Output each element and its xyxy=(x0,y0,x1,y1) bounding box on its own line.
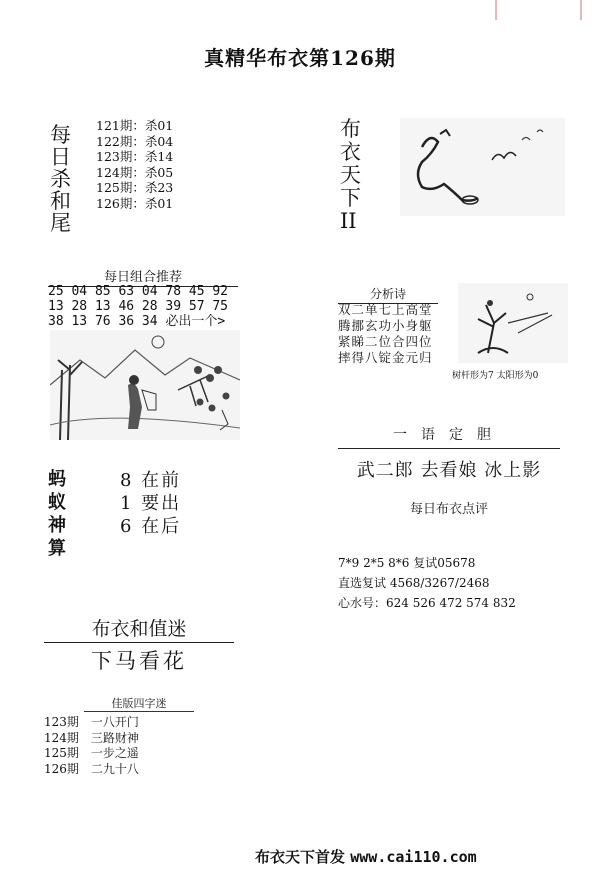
page-title: 真精华布衣第126期 xyxy=(204,46,396,70)
list-item: 126期：杀01 xyxy=(96,195,174,211)
prediction-row: 1 要出 xyxy=(120,493,182,514)
footer-url[interactable]: www.cai110.com xyxy=(350,848,477,866)
title-char: 每 xyxy=(50,123,71,147)
ant-predictions xyxy=(120,469,181,538)
yiyu-title: 一语定胆 xyxy=(393,427,505,443)
footer xyxy=(255,846,477,867)
list-item: 126期 二九十八 xyxy=(44,761,139,776)
title-char: 布 xyxy=(340,117,361,141)
poem-title: 分析诗 xyxy=(338,285,438,304)
combo-row: 25 04 85 63 04 78 45 92 xyxy=(48,284,229,299)
list-item: 122期：杀04 xyxy=(96,133,174,149)
list-item: 124期：杀05 xyxy=(96,164,174,180)
ant-title xyxy=(48,468,70,560)
poem-line: 紧睇二位合四位 xyxy=(338,334,433,349)
list-item: 124期 三路财神 xyxy=(44,730,139,745)
tianxia-title xyxy=(340,118,366,233)
top-red-line xyxy=(580,0,582,20)
list-item: 121期：杀01 xyxy=(96,118,174,133)
top-red-line xyxy=(495,0,497,20)
four-char-riddle-list xyxy=(44,715,139,777)
title-char: 神 xyxy=(48,515,66,536)
kill-tail-title xyxy=(50,124,76,234)
title-char: 算 xyxy=(48,538,66,559)
divider xyxy=(84,711,194,712)
list-item: 125期：杀23 xyxy=(96,180,174,195)
buyi-riddle-title: 布衣和值迷 xyxy=(44,614,234,643)
prediction-row: 8 在前 xyxy=(120,470,182,491)
yiyu-phrase: 武二郎 去看娘 冰上影 xyxy=(356,460,542,481)
title-char: 下 xyxy=(340,186,361,210)
poem-line: 摔得八锭金元归 xyxy=(338,350,433,365)
kill-tail-list xyxy=(96,118,173,211)
title-char: 和 xyxy=(50,189,71,213)
title-char: II xyxy=(340,209,357,233)
poem-line: 腾挪玄功小身躯 xyxy=(338,318,433,333)
title-char: 蚂 xyxy=(48,469,66,490)
poem-note: 树杆形为7 太阳形为0 xyxy=(452,371,539,381)
list-item: 123期：杀14 xyxy=(96,149,174,164)
buyi-riddle-answer: 下马看花 xyxy=(91,649,187,673)
divider xyxy=(338,448,560,449)
poem-lines xyxy=(338,302,433,366)
review-line: 7*9 2*5 8*6 复试05678 xyxy=(338,556,476,570)
review-lines xyxy=(338,553,516,613)
combo-row: 13 28 13 46 28 39 57 75 xyxy=(48,299,229,314)
bird-sketch-illustration xyxy=(392,112,572,222)
footer-brand: 布衣天下首发 xyxy=(255,848,346,866)
review-line: 直选复试 4568/3267/2468 xyxy=(338,576,490,590)
title-char: 杀 xyxy=(50,167,71,191)
title-char: 尾 xyxy=(50,211,71,235)
review-line: 心水号：624 526 472 574 832 xyxy=(338,596,516,610)
title-char: 蚁 xyxy=(48,492,66,513)
list-item: 123期 一八开门 xyxy=(44,715,139,729)
combo-title: 每日组合推荐 xyxy=(48,266,238,287)
combo-numbers xyxy=(48,284,248,329)
tree-sun-illustration xyxy=(458,283,568,363)
poem-line: 双二单七上高堂 xyxy=(338,302,433,317)
four-char-riddle-title: 佳版四字迷 xyxy=(111,697,167,710)
review-title: 每日布衣点评 xyxy=(409,502,488,517)
combo-row: 38 13 76 36 34 必出一个> xyxy=(48,314,226,329)
list-item: 125期 一步之遥 xyxy=(44,746,139,760)
title-char: 日 xyxy=(50,145,71,169)
prediction-row: 6 在后 xyxy=(120,516,182,537)
title-char: 衣 xyxy=(340,140,361,164)
woodcutter-illustration xyxy=(50,330,240,440)
title-char: 天 xyxy=(340,163,361,187)
